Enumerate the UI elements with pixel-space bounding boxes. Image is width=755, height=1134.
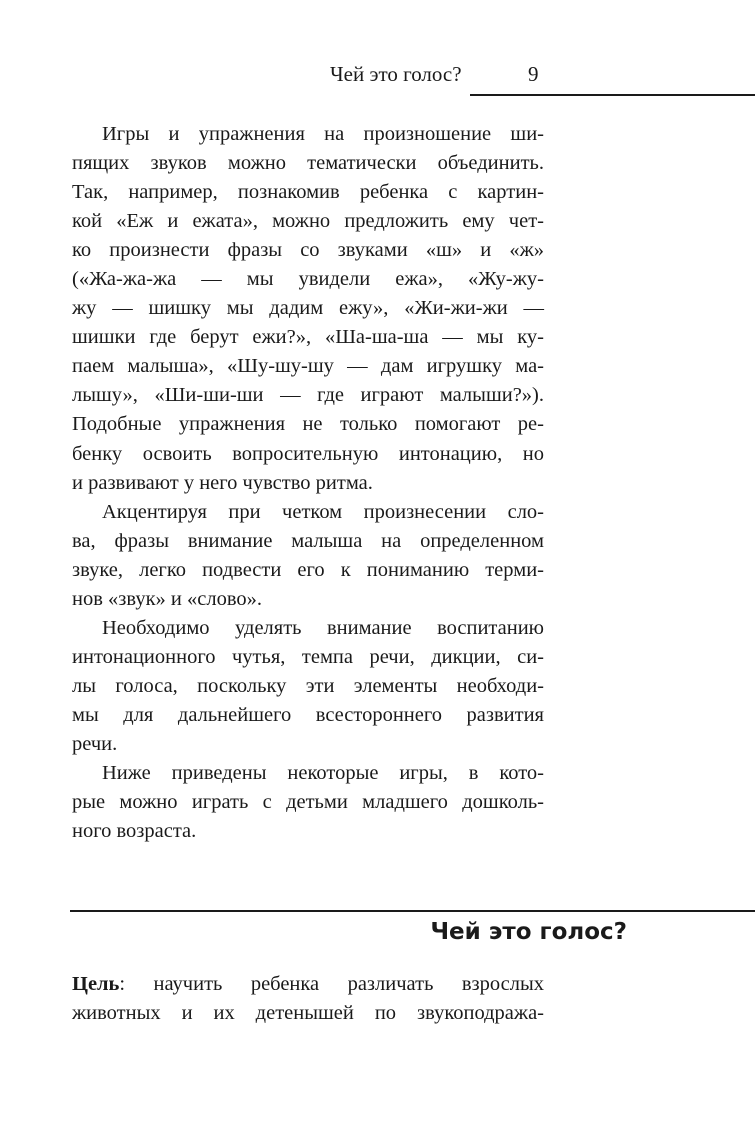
text-line: нов «звук» и «слово». — [72, 587, 263, 610]
page-number: 9 — [528, 62, 539, 86]
text-line: шишки где берут ежи?», «Ша-ша-ша — мы ку- — [72, 326, 544, 349]
goal-label: Цель — [72, 973, 120, 995]
text-line: ного возраста. — [72, 820, 197, 843]
header-rule — [470, 94, 755, 96]
text-line: Игры и упражнения на произношение ши- — [102, 123, 544, 145]
text-line: пящих звуков можно тематически объединить. — [72, 152, 544, 175]
running-title: Чей это голос? — [330, 62, 462, 86]
text-line: ва, фразы внимание малыша на определенном — [72, 529, 544, 552]
text-line: бенку освоить вопросительную интонацию, но — [72, 442, 544, 465]
text-line: мы для дальнейшего всестороннего развития — [72, 703, 544, 726]
goal-line-rest: : научить ребенка различать взрослых — [119, 973, 544, 995]
running-header — [0, 58, 755, 98]
text-line: ко произнести фразы со звуками «ш» и «ж» — [72, 239, 544, 262]
text-line: жу — шишку мы дадим ежу», «Жи-жи-жи — — [72, 297, 544, 320]
text-line: («Жа-жа-жа — мы увидели ежа», «Жу-жу- — [72, 268, 544, 291]
text-line: речи. — [72, 732, 118, 755]
goal-text — [72, 970, 544, 1028]
text-line: звуке, легко подвести его к пониманию терми- — [72, 558, 544, 581]
text-line: Так, например, познакомив ребенка с картин- — [72, 181, 544, 204]
goal-line — [72, 970, 544, 999]
text-line: Подобные упражнения не только помогают ре- — [72, 413, 544, 436]
text-line: лы голоса, поскольку эти элементы необходи- — [72, 674, 544, 697]
text-line: интонационного чутья, темпа речи, дикции, си- — [72, 645, 544, 668]
body-text — [72, 120, 544, 846]
text-line: лышу», «Ши-ши-ши — где играют малыши?»). — [72, 384, 544, 407]
text-line: и развивают у него чувство ритма. — [72, 471, 373, 494]
section-rule — [70, 910, 755, 912]
text-line: Ниже приведены некоторые игры, в кото- — [102, 762, 544, 785]
text-line: кой «Еж и ежата», можно предложить ему чет- — [72, 210, 544, 233]
text-line: Акцентируя при четком произнесении сло- — [102, 500, 544, 523]
text-line: паем малыша», «Шу-шу-шу — дам игрушку ма- — [72, 355, 544, 378]
section-heading: Чей это голос? — [430, 919, 627, 945]
goal-line: животных и их детенышей по звукоподража- — [72, 1002, 544, 1025]
text-line: Необходимо уделять внимание воспитанию — [102, 616, 544, 639]
text-line: рые можно играть с детьми младшего дошколь- — [72, 791, 544, 814]
